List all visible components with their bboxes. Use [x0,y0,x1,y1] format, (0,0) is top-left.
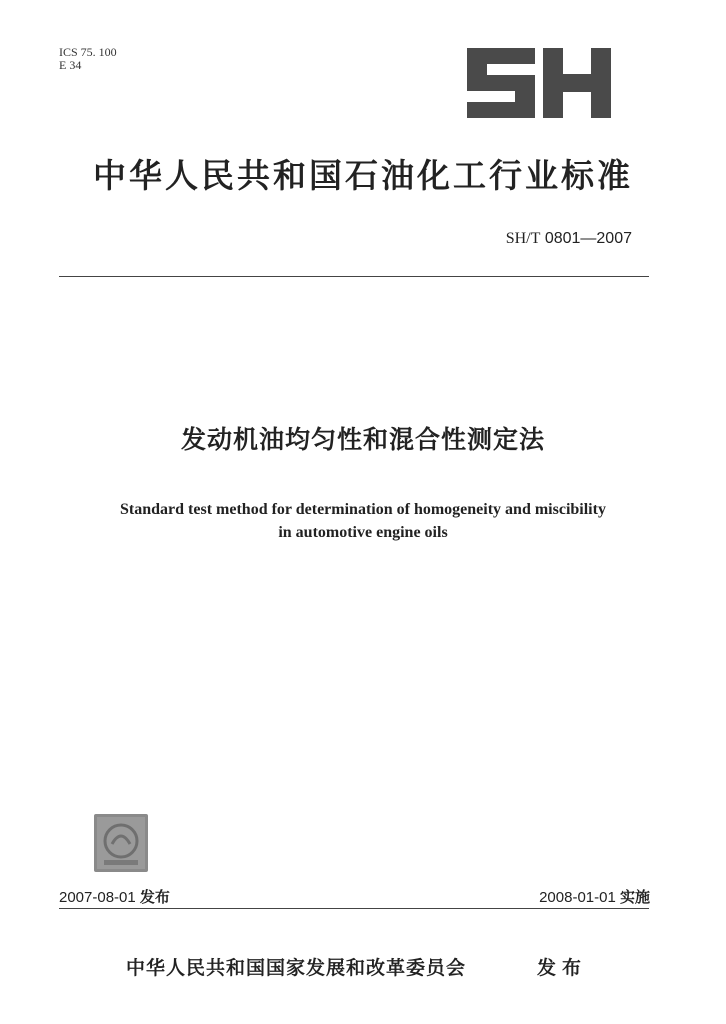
divider-bottom [59,908,649,909]
implementation-label: 实施 [619,888,650,906]
national-standard-title: 中华人民共和国石油化工行业标准 [93,156,633,195]
issuing-authority: 中华人民共和国国家发展和改革委员会 [126,957,467,979]
issuing-verb: 发布 [537,957,588,979]
sh-logo [467,48,611,118]
issue-date [59,886,170,907]
issue-date-value: 2007-08-01 [59,889,136,906]
ccs-code: E 34 [59,58,82,72]
standard-title-english [40,498,686,544]
divider-top [59,276,649,277]
standard-code: 0801—2007 [544,230,632,247]
english-title-line-2: in automotive engine oils [278,524,448,541]
implementation-date-value: 2008-01-01 [539,889,616,906]
standard-number [506,230,632,248]
seal-graphic [94,814,148,872]
standard-prefix: SH/T [505,230,541,247]
ics-code: ICS 75. 100 [59,45,117,59]
english-title-line-1: Standard test method for determination of homogeneity and miscibility [120,501,606,518]
issue-label: 发布 [139,888,170,906]
implementation-date [539,886,650,907]
publisher-seal-image [94,814,148,872]
sh-logo-graphic [467,48,611,118]
standard-title-chinese: 发动机油均匀性和混合性测定法 [180,425,545,454]
classification-codes [59,46,117,72]
